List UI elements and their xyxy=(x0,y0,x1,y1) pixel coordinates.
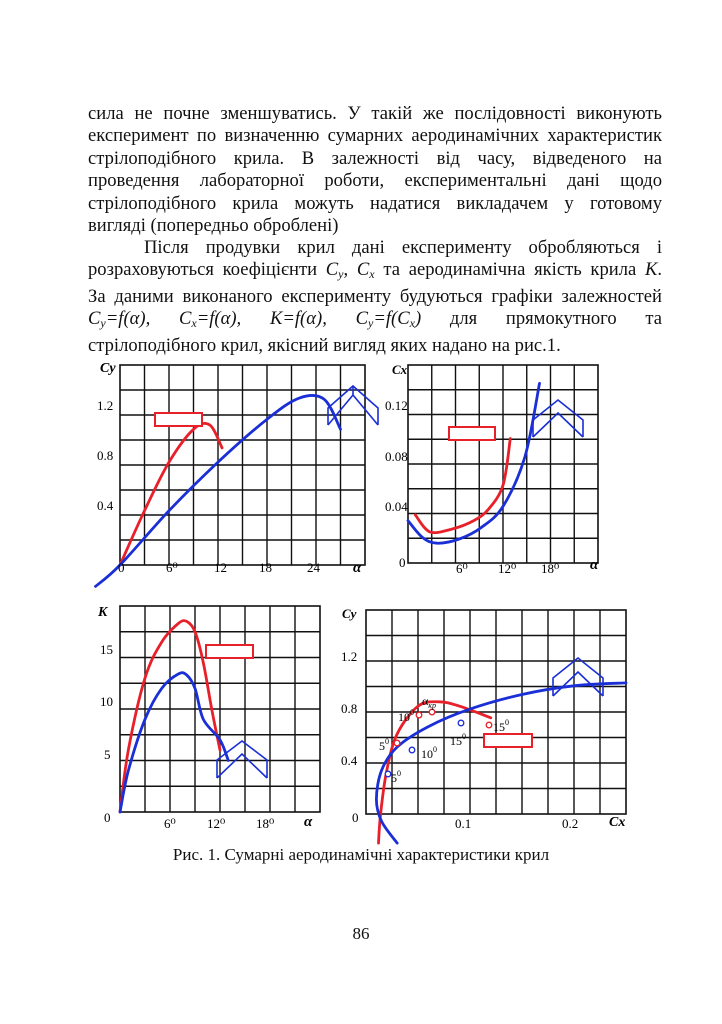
formula-cx-alpha xyxy=(179,308,241,329)
marker-red-10deg xyxy=(416,712,422,718)
text-run: . xyxy=(657,259,662,281)
subscript: x xyxy=(409,316,415,331)
annotation-15deg-red: $15^0$ xyxy=(493,718,509,734)
marker-red-crit xyxy=(429,709,435,715)
subscript: y xyxy=(367,316,374,331)
rectangular-wing-legend-box xyxy=(449,427,495,440)
y-axis-label: Cy xyxy=(100,361,116,376)
formula-cy-alpha xyxy=(88,308,150,329)
annotation-10deg-blue: $10^0$ xyxy=(421,745,437,761)
annotation-15deg-blue: $15^0$ xyxy=(450,732,466,748)
text-line: сила не почне зменшуватись. У такій же послідовності виконують xyxy=(88,103,662,124)
x-axis-label: Cx xyxy=(609,815,626,830)
tick-label: 15 xyxy=(100,642,113,657)
x-axis-label: α xyxy=(304,814,313,830)
tick-label: 12 xyxy=(214,560,227,575)
text-line: За даними виконаного експерименту будуються графіки залежностей xyxy=(88,285,662,307)
marker-blue-5deg xyxy=(385,771,391,777)
tick-label: 0 xyxy=(352,810,359,825)
rectangular-wing-legend-box xyxy=(484,734,532,747)
text-line: стрілоподібного крила можуть надатися викладачем у готовому xyxy=(88,192,662,214)
tick-label: 5 xyxy=(104,747,111,762)
tick-label: 6⁰ xyxy=(164,816,176,831)
chart-cy-alpha xyxy=(90,350,380,580)
text-line: вигляді (попередньо оброблені) xyxy=(88,215,339,237)
annotation-alpha-crit: $\alpha_{кр}$ xyxy=(422,694,437,710)
annotation-5deg-red: $5^0$ xyxy=(379,737,389,753)
formula-cy-cx xyxy=(356,308,422,329)
marker-red-5deg xyxy=(394,740,400,746)
tick-label: 0.12 xyxy=(385,398,408,413)
text-run: C xyxy=(355,308,368,330)
swept-wing-icon xyxy=(553,658,603,696)
text-run: ) xyxy=(414,308,422,330)
figure-caption: Рис. 1. Сумарні аеродинамічні характеристики крил xyxy=(172,845,550,864)
chart-cx-alpha xyxy=(380,355,610,580)
marker-blue-10deg xyxy=(409,747,415,753)
marker-red-15deg xyxy=(486,722,492,728)
tick-label: 6⁰ xyxy=(166,560,178,575)
text-run: =f(α), xyxy=(196,308,242,330)
cx-symbol: C xyxy=(356,259,370,281)
formula-line xyxy=(88,308,662,334)
text-run: C xyxy=(178,308,192,330)
tick-label: 0.08 xyxy=(385,449,408,464)
tick-label: 0 xyxy=(118,560,125,575)
tick-label: 0.4 xyxy=(341,753,358,768)
x-axis-label: α xyxy=(353,560,362,576)
tick-label: 0.8 xyxy=(97,448,114,463)
tick-label: 18⁰ xyxy=(256,816,275,831)
annotation-5deg-blue: $5^0$ xyxy=(391,769,401,785)
series-line-rectangular-wing xyxy=(120,423,222,565)
tick-label: 0 xyxy=(399,555,406,570)
tick-label: 6⁰ xyxy=(456,561,468,576)
cx-subscript: x xyxy=(369,267,375,282)
y-axis-label: Cx xyxy=(392,362,408,377)
text-line: Після продувки крил дані експерименту обробляються і xyxy=(144,237,662,258)
grid-lines xyxy=(120,365,365,565)
series-line-rectangular-wing xyxy=(415,439,510,533)
tick-label: 0.8 xyxy=(341,701,358,716)
text-run: C xyxy=(88,308,101,330)
subscript: y xyxy=(100,316,106,331)
marker-blue-15deg xyxy=(458,720,464,726)
swept-wing-icon xyxy=(533,400,583,437)
text-run: для прямокутного та xyxy=(449,308,662,330)
cy-subscript: y xyxy=(338,267,344,282)
tick-label: 0.04 xyxy=(385,499,408,514)
page-number: 86 xyxy=(352,924,370,943)
tick-label: 0 xyxy=(104,810,111,825)
tick-label: 0.2 xyxy=(562,816,579,831)
series-line-swept-wing xyxy=(120,673,228,812)
tick-label: 12⁰ xyxy=(207,816,226,831)
text-line: стрілоподібного крила. В залежності від часу, відведеного на xyxy=(88,147,662,169)
cy-symbol: C xyxy=(325,259,339,281)
text-run: розраховуються коефіцієнти xyxy=(88,259,326,281)
x-axis-label: α xyxy=(590,557,599,573)
text-line xyxy=(88,259,662,285)
tick-label: 10 xyxy=(100,694,113,709)
text-run: =f(C xyxy=(373,308,410,330)
rectangular-wing-legend-box xyxy=(155,413,202,426)
tick-label: 0.4 xyxy=(97,498,114,513)
text-run: =f(α), xyxy=(105,308,151,330)
chart-k-alpha xyxy=(92,598,332,833)
text-line: проведення лабораторної роботи, експериментальні дані щодо xyxy=(88,170,662,192)
tick-label: 18 xyxy=(259,560,272,575)
tick-label: 1.2 xyxy=(97,398,114,413)
subscript: x xyxy=(191,316,197,331)
k-symbol: К xyxy=(644,259,658,281)
chart-cy-cx-polar xyxy=(338,598,638,843)
annotation-10deg-red: $10^0$ xyxy=(398,708,414,724)
text-run: та аеродинамічна якість крила xyxy=(374,259,645,281)
y-axis-label: Cy xyxy=(342,606,357,621)
paragraph-1 xyxy=(88,103,662,237)
rectangular-wing-legend-box xyxy=(206,645,253,658)
tick-label: 12⁰ xyxy=(498,561,517,576)
tick-label: 18⁰ xyxy=(541,561,560,576)
paragraph-2 xyxy=(88,237,662,357)
text-run: , xyxy=(343,259,357,281)
text-line: експеримент по визначенню сумарних аеродинамічних характеристик xyxy=(88,125,662,147)
formula-k-alpha: K=f(α), xyxy=(269,308,327,330)
tick-label: 0.1 xyxy=(455,816,472,831)
tick-label: 24 xyxy=(307,560,320,575)
y-axis-label: K xyxy=(98,605,108,620)
text-line: стрілоподібного крил, якісний вигляд яких надано на рис.1. xyxy=(88,334,561,356)
tick-label: 1.2 xyxy=(341,649,358,664)
